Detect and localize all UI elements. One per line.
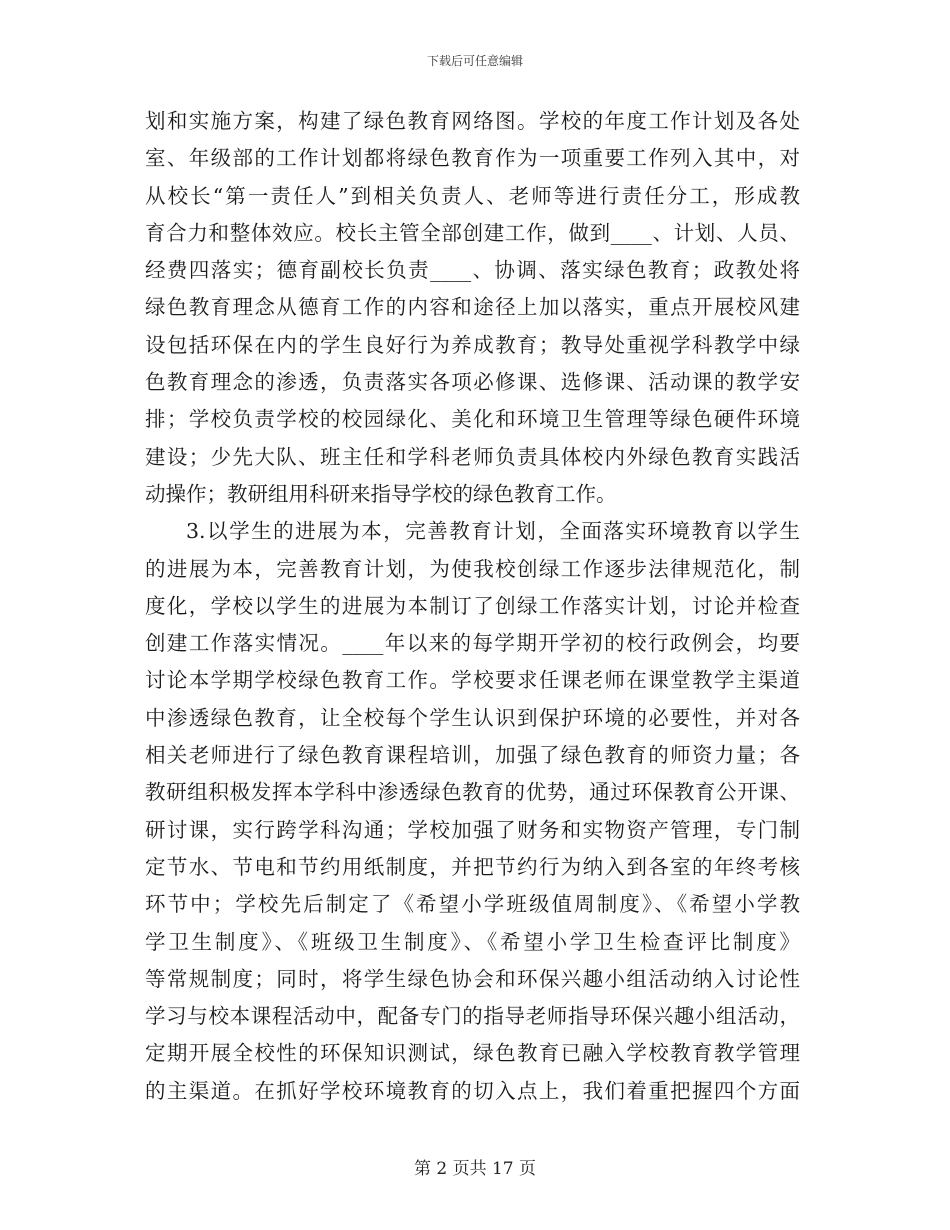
body-line: 的主渠道。在抓好学校环境教育的切入点上，我们着重把握四个方面 xyxy=(145,1078,800,1103)
body-line: 建设；少先大队、班主任和学科老师负责具体校内外绿色教育实践活 xyxy=(145,444,800,469)
body-line: 从校长“第一责任人”到相关负责人、老师等进行责任分工，形成教 xyxy=(145,183,800,208)
body-line: 研讨课，实行跨学科沟通；学校加强了财务和实物资产管理，专门制 xyxy=(145,817,800,842)
body-line: 绿色教育理念从德育工作的内容和途径上加以落实，重点开展校风建 xyxy=(145,295,800,320)
body-line: 环节中；学校先后制定了《希望小学班级值周制度》、《希望小学教 xyxy=(145,892,800,917)
body-line: 学卫生制度》、《班级卫生制度》、《希望小学卫生检查评比制度》 xyxy=(145,929,800,954)
document-body xyxy=(145,103,800,1110)
body-line: 色教育理念的渗透，负责落实各项必修课、选修课、活动课的教学安 xyxy=(145,370,800,395)
body-line: 育合力和整体效应。校长主管全部创建工作，做到____、计划、人员、 xyxy=(145,220,800,245)
body-line: 排；学校负责学校的校园绿化、美化和环境卫生管理等绿色硬件环境 xyxy=(145,407,800,432)
body-line: 中渗透绿色教育，让全校每个学生认识到保护环境的必要性，并对各 xyxy=(145,705,800,730)
body-line: 划和实施方案，构建了绿色教育网络图。学校的年度工作计划及各处 xyxy=(145,109,800,133)
body-line: 动操作；教研组用科研来指导学校的绿色教育工作。 xyxy=(145,481,617,506)
body-line: 相关老师进行了绿色教育课程培训，加强了绿色教育的师资力量；各 xyxy=(145,743,800,768)
body-line: 创建工作落实情况。____年以来的每学期开学初的校行政例会，均要 xyxy=(145,631,800,656)
body-line: 等常规制度；同时，将学生绿色协会和环保兴趣小组活动纳入讨论性 xyxy=(145,966,800,991)
page-header-note: 下载后可任意编辑 xyxy=(426,54,523,68)
body-line: 学习与校本课程活动中，配备专门的指导老师指导环保兴趣小组活动， xyxy=(145,1004,800,1029)
body-line: 设包括环保在内的学生良好行为养成教育；教导处重视学科教学中绿 xyxy=(145,332,800,357)
body-line: 定节水、节电和节约用纸制度，并把节约行为纳入到各室的年终考核 xyxy=(145,854,800,879)
body-line: 经费四落实；德育副校长负责____、协调、落实绿色教育；政教处将 xyxy=(145,258,800,283)
body-line: 教研组积极发挥本学科中渗透绿色教育的优势，通过环保教育公开课、 xyxy=(145,780,800,805)
page-number: 第 2 页共 17 页 xyxy=(413,1159,537,1179)
body-line-section-start: 3.以学生的进展为本，完善教育计划，全面落实环境教育以学生 xyxy=(186,519,800,544)
body-line: 讨论本学期学校绿色教育工作。学校要求任课老师在课堂教学主渠道 xyxy=(145,668,800,693)
body-line: 室、年级部的工作计划都将绿色教育作为一项重要工作列入其中，对 xyxy=(145,146,800,171)
body-line: 定期开展全校性的环保知识测试，绿色教育已融入学校教育教学管理 xyxy=(145,1041,800,1066)
body-line: 度化，学校以学生的进展为本制订了创绿工作落实计划，讨论并检查 xyxy=(145,593,800,618)
body-line: 的进展为本，完善教育计划，为使我校创绿工作逐步法律规范化，制 xyxy=(145,556,800,581)
